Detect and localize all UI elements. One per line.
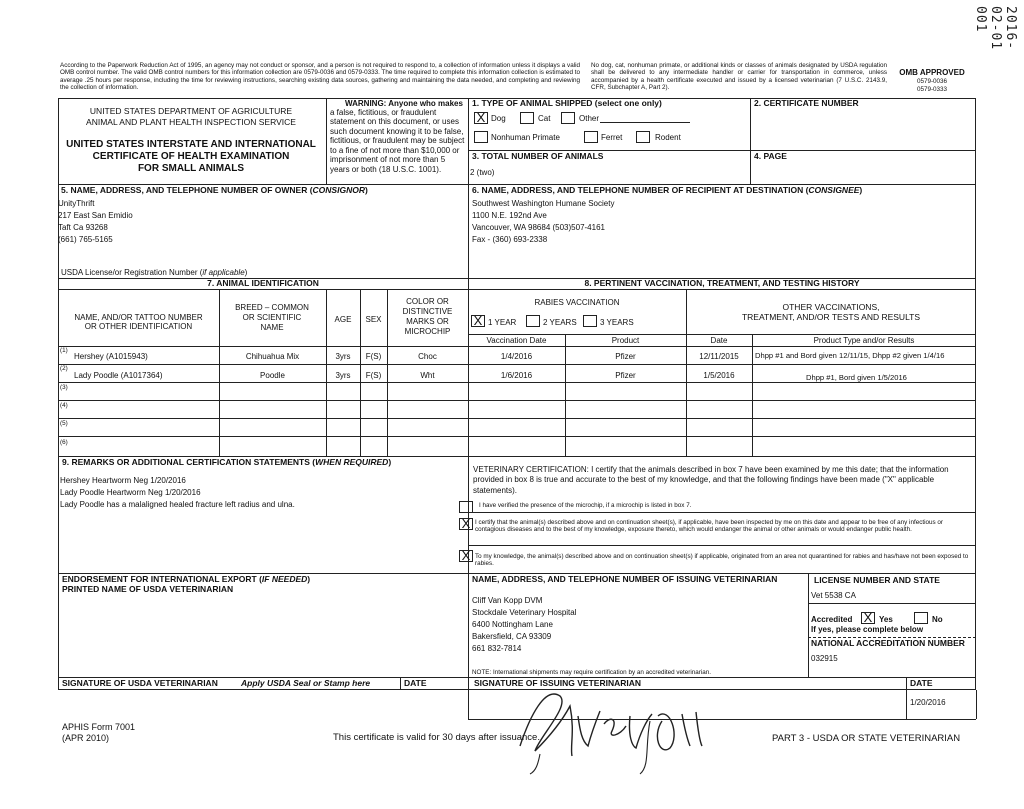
- date-header: Date: [710, 336, 728, 345]
- row-2-product: Pfizer: [615, 371, 636, 380]
- ferret-checkbox[interactable]: [584, 131, 598, 143]
- three-years-label: 3 YEARS: [600, 318, 634, 327]
- license-value: Vet 5538 CA: [811, 591, 856, 600]
- row-2-results: Dhpp #1, Bord given 1/5/2016: [806, 373, 907, 382]
- col-color-1: COLOR OR: [406, 297, 449, 306]
- row-1-date: 12/11/2015: [699, 352, 739, 361]
- col-name-1: NAME, AND/OR TATTOO NUMBER: [74, 313, 203, 322]
- recipient-line-4: Fax - (360) 693-2338: [472, 235, 548, 244]
- no-label: No: [932, 615, 943, 624]
- rabies-area-checkbox[interactable]: X: [459, 550, 473, 562]
- national-accreditation-label: NATIONAL ACCREDITATION NUMBER: [811, 638, 965, 648]
- row-2-num: (2): [60, 365, 68, 372]
- veterinarian-signature: [500, 676, 730, 776]
- warning-body: a false, fictitious, or fraudulent statement on this document, or uses such document knowing it to be false, fictitious, or fraudulent may be subject to a fine of not more than $10,000 or imprisonment of not more than 5 years or both (18 U.S.C. 1001).: [330, 108, 465, 174]
- two-years-label: 2 YEARS: [543, 318, 577, 327]
- owner-line-3: Taft Ca 93268: [58, 223, 108, 232]
- owner-label: 5. NAME, ADDRESS, AND TELEPHONE NUMBER OF OWNER (CONSIGNOR): [61, 185, 368, 195]
- usda-license-label: USDA License/or Registration Number (if applicable): [61, 268, 248, 277]
- omb-approved: OMB APPROVED: [899, 68, 965, 77]
- one-year-label: 1 YEAR: [488, 318, 517, 327]
- accredited-yes-checkbox[interactable]: X: [861, 612, 875, 624]
- col-age: AGE: [334, 315, 352, 324]
- other-vacc-1: OTHER VACCINATIONS,: [782, 302, 880, 312]
- row-4-num: (4): [60, 402, 68, 409]
- vacc-date-header: Vaccination Date: [486, 336, 547, 345]
- omb-number-2: 0579-0333: [916, 86, 948, 93]
- dog-notice: No dog, cat, nonhuman primate, or additional kinds or classes of animals designated by USDA regulation shall be delivered to any intermediate handler or carrier for transportation in commerce, unless accompanied by a health certificate executed and issued by a licensed veterinarian (7 U.S.C. 2143.9, CFR, Subchapter A, Part 2).: [591, 62, 887, 92]
- total-animals-label: 3. TOTAL NUMBER OF ANIMALS: [472, 151, 604, 161]
- row-1-product: Pfizer: [615, 352, 636, 361]
- issuing-line-4: Bakersfield, CA 93309: [472, 632, 552, 641]
- agency-line-2: ANIMAL AND PLANT HEALTH INSPECTION SERVICE: [86, 117, 296, 127]
- other-vacc-2: TREATMENT, AND/OR TESTS AND RESULTS: [741, 312, 921, 322]
- primate-label: Nonhuman Primate: [491, 133, 560, 142]
- national-accreditation-value: 032915: [811, 654, 838, 663]
- animal-id-label: 7. ANIMAL IDENTIFICATION: [207, 278, 319, 288]
- remarks-line-2: Lady Poodle Heartworm Neg 1/20/2016: [60, 488, 201, 497]
- license-label: LICENSE NUMBER AND STATE: [814, 575, 940, 585]
- remarks-line-1: Hershey Heartworm Neg 1/20/2016: [60, 476, 186, 485]
- row-1-name: Hershey (A1015943): [74, 352, 148, 361]
- rodent-label: Rodent: [655, 133, 681, 142]
- form-title-2: CERTIFICATE OF HEALTH EXAMINATION: [92, 151, 290, 162]
- rabies-area-statement: To my knowledge, the animal(s) described above and on continuation sheet(s) if applicable, originated from an area not quarantined for rabies and has/have not been exposed to rabies.: [475, 553, 969, 568]
- yes-label: Yes: [879, 615, 893, 624]
- printed-name-label: PRINTED NAME OF USDA VETERINARIAN: [62, 584, 234, 594]
- rodent-checkbox[interactable]: [636, 131, 650, 143]
- rabies-label: RABIES VACCINATION: [534, 298, 620, 307]
- cat-label: Cat: [538, 114, 551, 123]
- certificate-number-label: 2. CERTIFICATE NUMBER: [754, 98, 859, 108]
- row-1-results: Dhpp #1 and Bord given 12/11/15, Dhpp #2 given 1/4/16: [755, 351, 945, 360]
- issuing-signature-label: SIGNATURE OF ISSUING VETERINARIAN: [474, 678, 642, 688]
- part-label: PART 3 - USDA OR STATE VETERINARIAN: [772, 733, 961, 744]
- vet-cert-text: VETERINARY CERTIFICATION: I certify that the animals described in box 7 have been examined by me this date; that the information provided in box 8 is true and accurate to the best of my knowledge, and that the following findings have been made ("X" applicable statements).: [473, 465, 949, 495]
- issuing-line-1: Cliff Van Kopp DVM: [472, 596, 543, 605]
- col-color-3: MARKS OR: [406, 317, 449, 326]
- vaccination-history-label: 8. PERTINENT VACCINATION, TREATMENT, AND TESTING HISTORY: [584, 278, 860, 288]
- owner-line-4: (661) 765-5165: [58, 235, 113, 244]
- form-number: APHIS Form 7001: [62, 722, 136, 732]
- dog-label: Dog: [491, 114, 506, 123]
- page-label: 4. PAGE: [754, 151, 787, 161]
- accredited-label: Accredited: [811, 615, 853, 624]
- dog-checkbox[interactable]: X: [474, 112, 488, 124]
- col-name-2: OR OTHER IDENTIFICATION: [84, 322, 193, 331]
- form-edition: (APR 2010): [62, 733, 110, 743]
- row-1-age: 3yrs: [335, 352, 351, 361]
- product-header: Product: [611, 336, 640, 345]
- row-1-num: (1): [60, 347, 68, 354]
- col-sex: SEX: [365, 315, 382, 324]
- recipient-line-3: Vancouver, WA 98684 (503)507-4161: [472, 223, 605, 232]
- col-breed-2: OR SCIENTIFIC: [242, 313, 302, 322]
- international-note: NOTE: International shipments may require certification by an accredited veterinarian.: [472, 669, 712, 676]
- remarks-line-3: Lady Poodle has a malaligned healed fracture left radius and ulna.: [60, 500, 295, 509]
- one-year-checkbox[interactable]: X: [471, 315, 485, 327]
- primate-checkbox[interactable]: [474, 131, 488, 143]
- recipient-line-2: 1100 N.E. 192nd Ave: [472, 211, 547, 220]
- issue-date-value: 1/20/2016: [910, 698, 946, 707]
- paperwork-notice: According to the Paperwork Reduction Act of 1995, an agency may not conduct or sponsor, and a person is not required to respond to, a collection of information unless it displays a valid OMB control number. The valid OMB control numbers for this information collection are 0579-0036 and 0579-0333. The time required to complete this information collection is estimated to average .25 hours per response, including the time for reviewing instructions, searching existing data sources, gathering and maintaining the data needed, and completing and reviewing the collection of information.: [60, 62, 580, 92]
- row-2-date: 1/5/2016: [703, 371, 735, 380]
- row-1-sex: F(S): [365, 352, 382, 361]
- col-color-4: MICROCHIP: [404, 327, 451, 336]
- other-label: Other: [579, 114, 600, 123]
- export-label: ENDORSEMENT FOR INTERNATIONAL EXPORT (IF NEEDED): [62, 574, 311, 584]
- recipient-label: 6. NAME, ADDRESS, AND TELEPHONE NUMBER OF RECIPIENT AT DESTINATION (CONSIGNEE): [472, 185, 863, 195]
- row-2-color: Wht: [420, 371, 435, 380]
- owner-line-2: 217 East San Emidio: [58, 211, 133, 220]
- if-yes-note: If yes, please complete below: [811, 625, 924, 634]
- row-2-age: 3yrs: [335, 371, 351, 380]
- other-checkbox[interactable]: [561, 112, 575, 124]
- usda-signature-label: SIGNATURE OF USDA VETERINARIAN: [62, 678, 218, 688]
- recipient-line-1: Southwest Washington Humane Society: [472, 199, 615, 208]
- row-6-num: (6): [60, 439, 68, 446]
- remarks-label: 9. REMARKS OR ADDITIONAL CERTIFICATION STATEMENTS (WHEN REQUIRED): [62, 457, 392, 467]
- three-years-checkbox[interactable]: [583, 315, 597, 327]
- omb-number-1: 0579-0036: [916, 78, 948, 85]
- issuing-vet-label: NAME, ADDRESS, AND TELEPHONE NUMBER OF ISSUING VETERINARIAN: [472, 574, 778, 584]
- row-2-breed: Poodle: [260, 371, 285, 380]
- agency-line-1: UNITED STATES DEPARTMENT OF AGRICULTURE: [89, 106, 293, 116]
- received-date-stamp: 2016-02-01 001: [973, 6, 1018, 51]
- row-3-num: (3): [60, 384, 68, 391]
- col-breed-1: BREED – COMMON: [235, 303, 309, 312]
- accredited-no-checkbox[interactable]: [914, 612, 928, 624]
- form-title-3: FOR SMALL ANIMALS: [137, 163, 245, 174]
- ferret-label: Ferret: [601, 133, 623, 142]
- type-of-animal-label: 1. TYPE OF ANIMAL SHIPPED (select one only): [472, 98, 662, 108]
- inspected-checkbox[interactable]: X: [459, 518, 473, 530]
- col-breed-3: NAME: [260, 323, 284, 332]
- issuing-line-5: 661 832-7814: [472, 644, 522, 653]
- usda-date-label: DATE: [404, 678, 427, 688]
- row-1-breed: Chihuahua Mix: [245, 352, 300, 361]
- row-2-vacc-date: 1/6/2016: [500, 371, 533, 380]
- inspected-statement: I certify that the animal(s) described above and on continuation sheet(s), if applicable, have been inspected by me on this date and appear to be free of any infectious or contagious diseases and to the best of my knowledge, exposure thereto, which would endanger the animal or other animals or would endanger public health.: [475, 519, 944, 534]
- col-color-2: DISTINCTIVE: [402, 307, 453, 316]
- issuing-line-2: Stockdale Veterinary Hospital: [472, 608, 577, 617]
- row-2-sex: F(S): [365, 371, 382, 380]
- total-animals-value: 2 (two): [470, 168, 495, 177]
- owner-line-1: UnityThrift: [58, 199, 95, 208]
- row-5-num: (5): [60, 420, 68, 427]
- product-type-header: Product Type and/or Results: [813, 336, 915, 345]
- microchip-statement: I have verified the presence of the microchip, if a microchip is listed in box 7.: [479, 502, 692, 509]
- cat-checkbox[interactable]: [520, 112, 534, 124]
- validity-note: This certificate is valid for 30 days after issuance.: [333, 732, 540, 743]
- row-2-name: Lady Poodle (A1017364): [74, 371, 163, 380]
- row-1-vacc-date: 1/4/2016: [500, 352, 533, 361]
- warning-head: WARNING: Anyone who makes: [345, 99, 463, 108]
- row-1-color: Choc: [418, 352, 437, 361]
- issue-date-label: DATE: [910, 678, 933, 688]
- form-title-1: UNITED STATES INTERSTATE AND INTERNATIONAL: [66, 139, 316, 150]
- issuing-line-3: 6400 Nottingham Lane: [472, 620, 553, 629]
- two-years-checkbox[interactable]: [526, 315, 540, 327]
- seal-label: Apply USDA Seal or Stamp here: [241, 678, 371, 688]
